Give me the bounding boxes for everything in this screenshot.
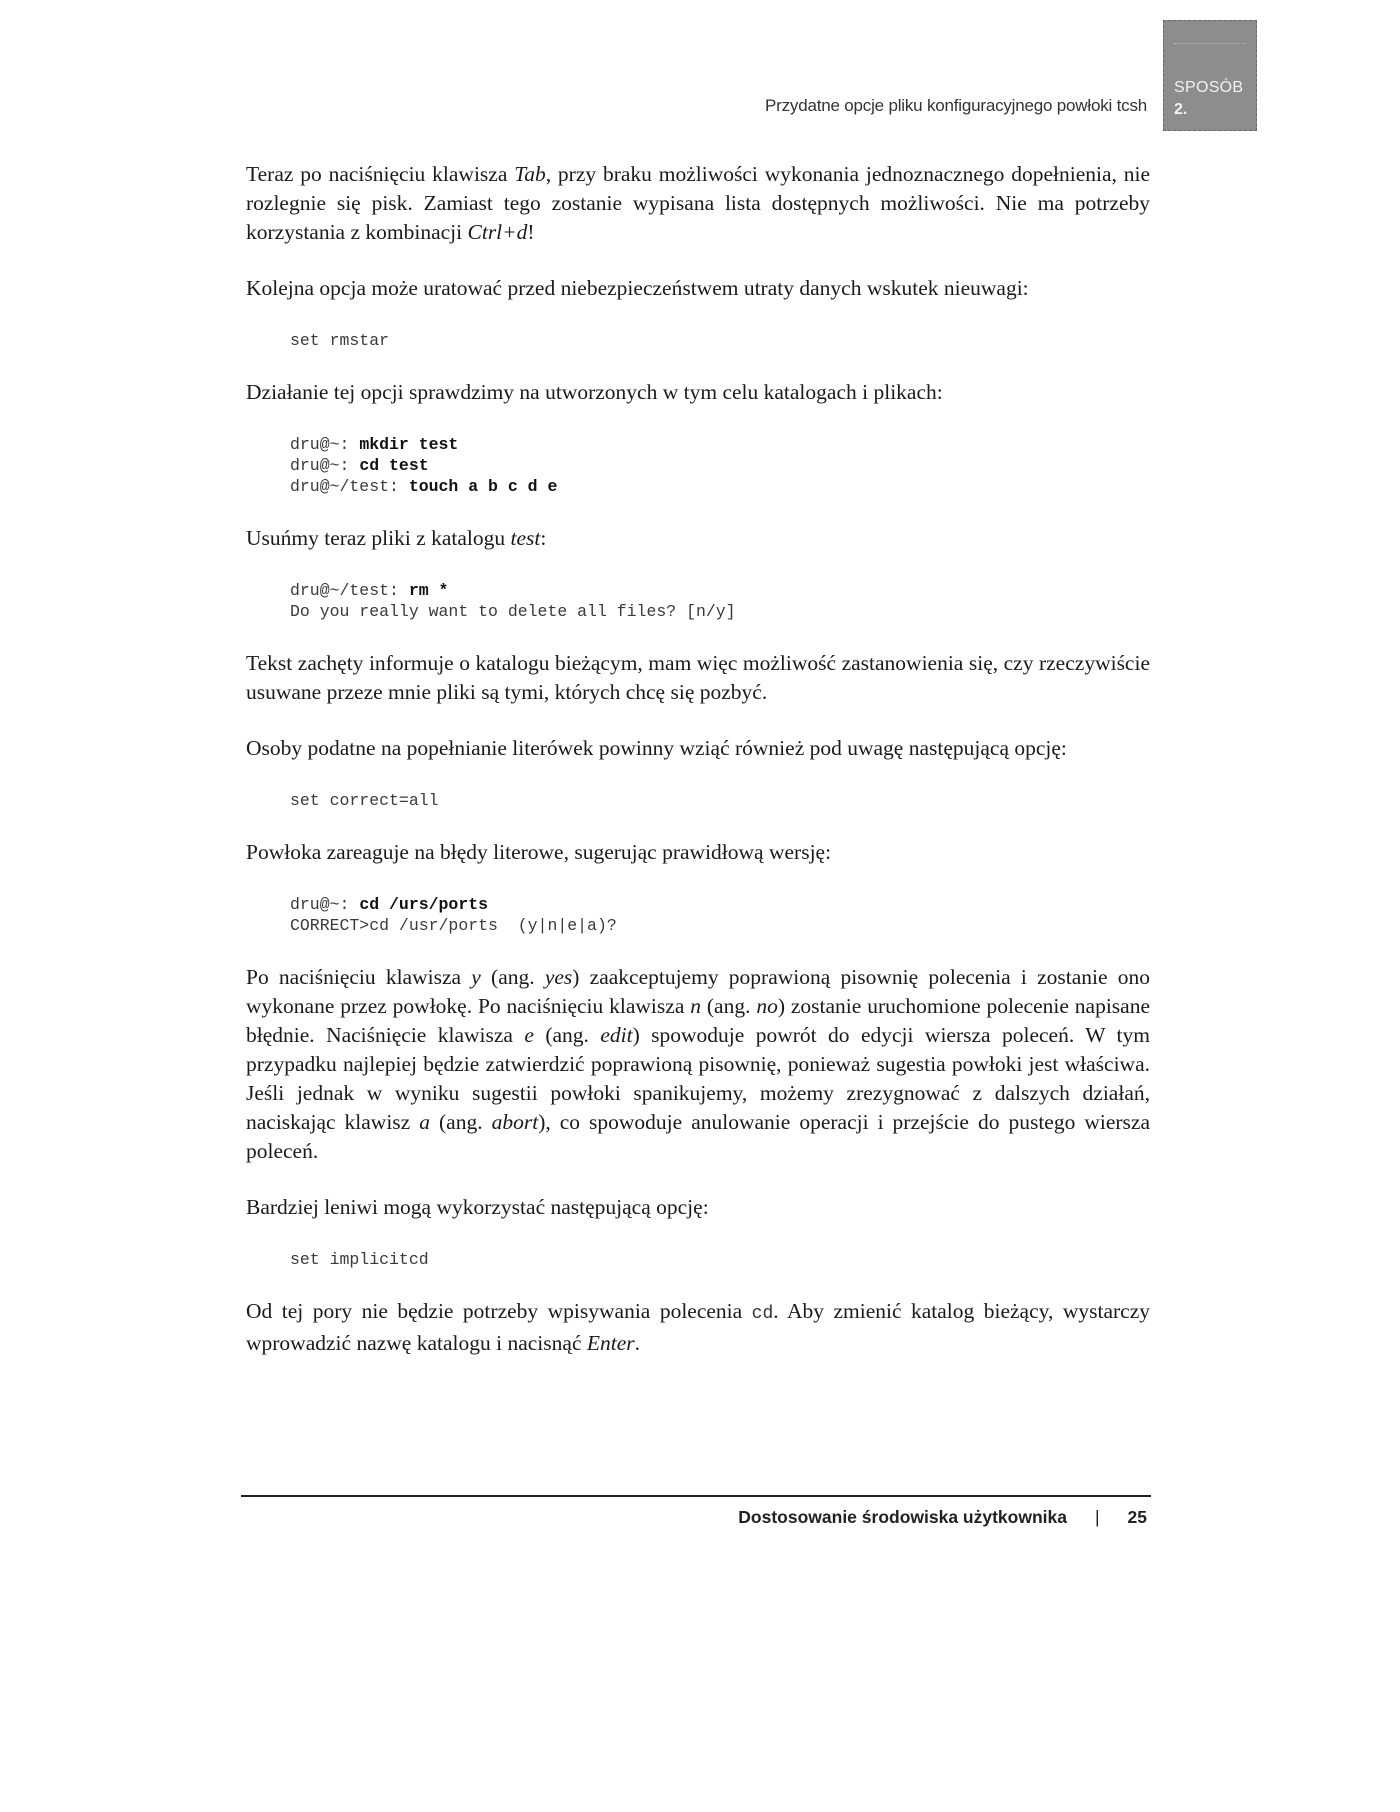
paragraph-2: Kolejna opcja może uratować przed niebezpieczeństwem utraty danych wskutek nieuwagi: — [246, 276, 1029, 300]
tab-number: 2. — [1174, 101, 1188, 118]
tab-label: SPOSÓB — [1174, 79, 1244, 96]
code-line: dru@~/test: rm * — [290, 581, 449, 600]
code-block-4 — [290, 790, 1150, 811]
paragraph-6: Osoby podatne na popełnianie literówek powinny wziąć również pod uwagę następującą opcję: — [246, 736, 1067, 760]
footer-chapter-title: Dostosowanie środowiska użytkownika — [738, 1507, 1067, 1527]
paragraph-5: Tekst zachęty informuje o katalogu bieżącym, mam więc możliwość zastanowienia się, czy rzeczywiście usuwane przeze mnie pliki są tymi, których chcę się pozbyć. — [246, 651, 1150, 704]
running-head: Przydatne opcje pliku konfiguracyjnego powłoki tcsh — [765, 96, 1147, 115]
paragraph-1: Teraz po naciśnięciu klawisza Tab, przy braku możliwości wykonania jednoznacznego dopełnienia, nie rozlegnie się pisk. Zamiast tego zostanie wypisana lista dostępnych możliwości. Nie ma potrzeby korzystania z kombinacji Ctrl+d! — [246, 162, 1150, 244]
code-block-6 — [290, 1249, 1150, 1270]
code-line: dru@~: mkdir test — [290, 435, 459, 454]
page-body — [246, 160, 1150, 1385]
code-line: dru@~: cd test — [290, 456, 429, 475]
inline-code: cd — [751, 1304, 774, 1324]
paragraph-8: Po naciśnięciu klawisza y (ang. yes) zaakceptujemy poprawioną pisownię polecenia i zostanie ono wykonane przez powłokę. Po naciśnięciu klawisza n (ang. no) zostanie uruchomione polecenie napisane błędnie. Naciśnięcie klawisza e (ang. edit) spowoduje powrót do edycji wiersza poleceń. W tym przypadku najlepiej będzie zatwierdzić poprawioną pisownię, ponieważ sugestia powłoki jest właściwa. Jeśli jednak w wyniku sugestii powłoki spanikujemy, możemy zrezygnować z dalszych działań, naciskając klawisz a (ang. abort), co spowoduje anulowanie operacji i przejście do pustego wiersza poleceń. — [246, 965, 1151, 1163]
code-line: CORRECT>cd /usr/ports (y|n|e|a)? — [290, 916, 617, 935]
code-line: set rmstar — [290, 331, 390, 350]
key-combo: Ctrl+d — [467, 220, 528, 244]
code-line: dru@~: cd /urs/ports — [290, 895, 489, 914]
paragraph-7: Powłoka zareaguje na błędy literowe, sugerując prawidłową wersję: — [246, 840, 832, 864]
paragraph-3: Działanie tej opcji sprawdzimy na utworzonych w tym celu katalogach i plikach: — [246, 380, 943, 404]
footer-separator: | — [1094, 1507, 1100, 1527]
code-line: Do you really want to delete all files? [n/y] — [290, 602, 736, 621]
code-block-1 — [290, 330, 1150, 351]
tab-dotted-rule — [1174, 43, 1246, 44]
section-tab — [1163, 20, 1257, 131]
code-block-5 — [290, 894, 1150, 936]
paragraph-9: Bardziej leniwi mogą wykorzystać następującą opcję: — [246, 1195, 709, 1219]
code-block-3 — [290, 580, 1150, 622]
code-line: dru@~/test: touch a b c d e — [290, 477, 558, 496]
page-footer — [738, 1507, 1147, 1528]
page-number: 25 — [1127, 1507, 1147, 1527]
footer-rule — [241, 1495, 1151, 1497]
paragraph-4: Usuńmy teraz pliki z katalogu test: — [246, 526, 547, 550]
key-name: Tab — [514, 162, 546, 186]
code-line: set correct=all — [290, 791, 439, 810]
code-line: set implicitcd — [290, 1250, 429, 1269]
paragraph-10: Od tej pory nie będzie potrzeby wpisywania polecenia cd. Aby zmienić katalog bieżący, wystarczy wprowadzić nazwę katalogu i nacisnąć Enter. — [246, 1299, 1150, 1355]
code-block-2 — [290, 434, 1150, 497]
